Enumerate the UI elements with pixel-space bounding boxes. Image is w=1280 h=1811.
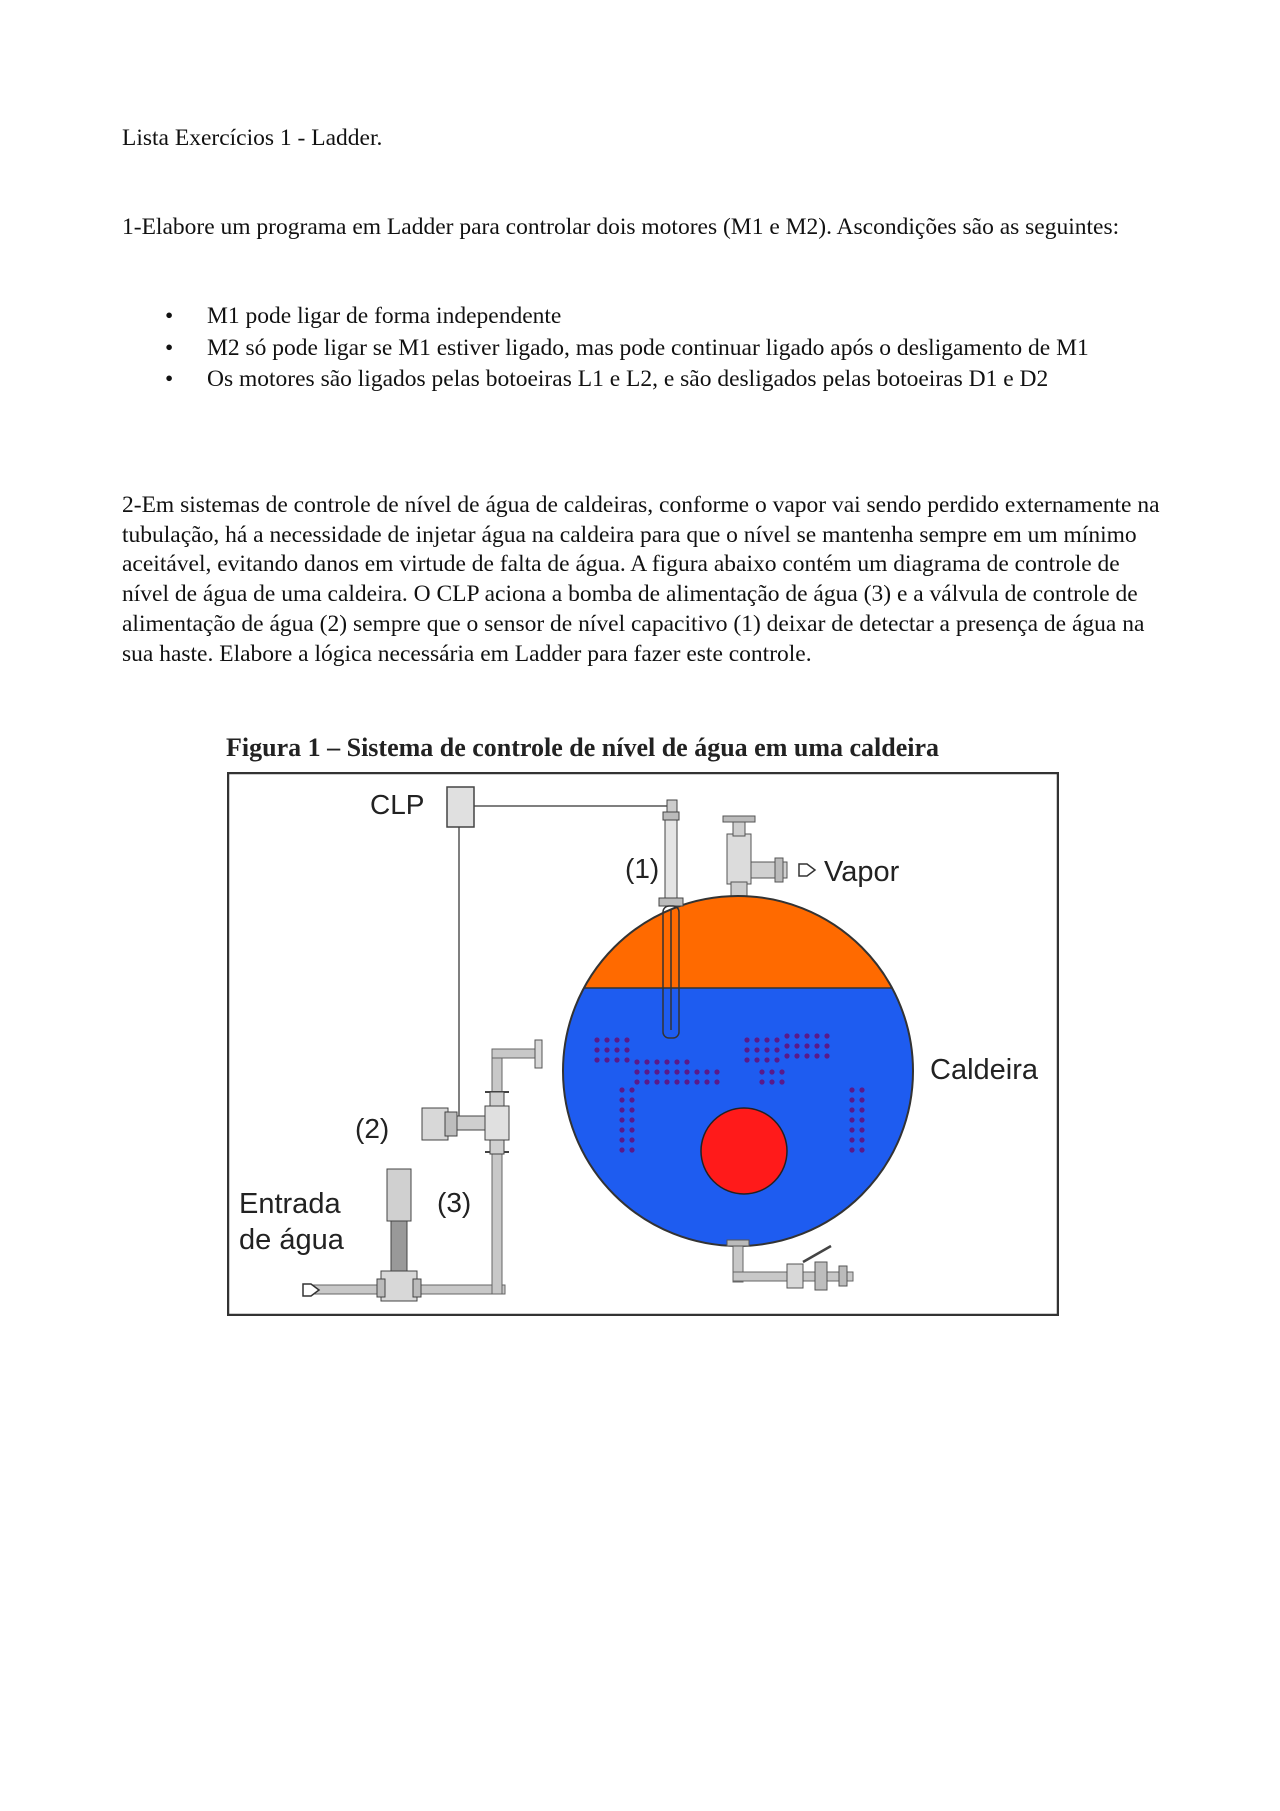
furnace — [701, 1108, 787, 1194]
condition-text: M1 pode ligar de forma independente — [207, 303, 562, 329]
bullet-icon: • — [165, 334, 174, 361]
question-1-conditions-list — [165, 302, 1155, 397]
sensor-label: (1) — [625, 853, 660, 884]
boiler-diagram — [227, 772, 1059, 1316]
bullet-icon: • — [165, 366, 174, 392]
valve-label: (2) — [355, 1113, 390, 1144]
boiler-diagram-figure — [227, 772, 1059, 1316]
clp-label: CLP — [370, 789, 425, 820]
list-item — [165, 302, 1155, 332]
clp-box — [447, 787, 474, 827]
figure-caption: Figura 1 – Sistema de controle de nível de água em uma caldeira — [226, 733, 940, 762]
question-1-text: 1-Elabore um programa em Ladder para controlar dois motores (M1 e M2). Ascondições são as seguintes: — [122, 214, 1120, 240]
question-2-text: 2-Em sistemas de controle de nível de água de caldeiras, conforme o vapor vai sendo perdido externamente na tubulação, há a necessidade de injetar água na caldeira para que o nível se mantenha sempre em um mínimo aceitável, evitando danos em virtude de falta de água. A figura abaixo contém um diagrama de controle de nível de água de uma caldeira. O CLP aciona a bomba de alimentação de água (3) e a válvula de controle de alimentação de água (2) sempre que o sensor de nível capacitivo (1) deixar de detectar a presença de água na sua haste. Elabore a lógica necessária em Ladder para fazer este controle. — [122, 492, 1160, 667]
caldeira-label: Caldeira — [930, 1054, 1038, 1086]
pump-label: (3) — [437, 1187, 472, 1218]
vapor-label: Vapor — [824, 856, 900, 888]
condition-text: M2 só pode ligar se M1 estiver ligado, mas pode continuar ligado após o desligamento de M1 — [207, 334, 1089, 361]
bullet-icon: • — [165, 303, 174, 329]
condition-text: Os motores são ligados pelas botoeiras L1 e L2, e são desligados pelas botoeiras D1 e D2 — [207, 366, 1049, 392]
list-item — [165, 365, 1155, 395]
entrada-label-line2: de água — [239, 1224, 344, 1256]
document-title: Lista Exercícios 1 - Ladder. — [122, 125, 383, 151]
list-item — [165, 334, 1155, 364]
entrada-label-line1: Entrada — [239, 1188, 341, 1220]
